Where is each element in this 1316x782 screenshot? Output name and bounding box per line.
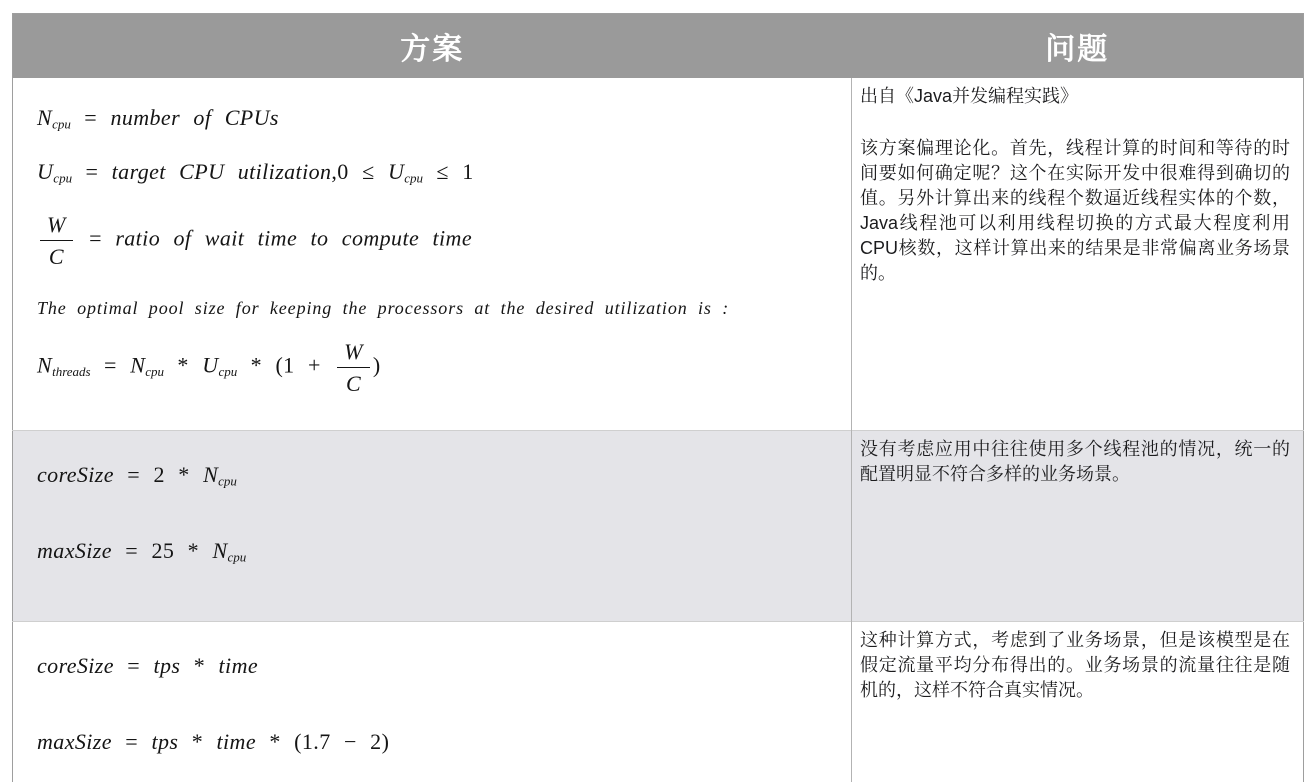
math-italic-text: U <box>387 158 405 184</box>
problem-cell <box>852 621 1304 782</box>
math-italic-text: coreSize <box>37 652 114 678</box>
formula-line <box>37 158 831 186</box>
problem-paragraph: 出自《Java并发编程实践》 <box>860 85 1079 106</box>
table-wrapper <box>12 13 1304 782</box>
subscript: threads <box>52 363 91 379</box>
table-row <box>13 78 1304 431</box>
formula-line <box>37 339 831 396</box>
subscript: cpu <box>145 363 165 379</box>
formula-line <box>37 652 831 680</box>
formula-line <box>37 104 831 132</box>
fraction <box>40 212 73 269</box>
math-roman-text: = <box>90 352 131 378</box>
math-italic-text: target CPU utilization <box>111 158 332 184</box>
subscript: cpu <box>218 473 237 489</box>
math-italic-text: number of CPUs <box>110 104 279 130</box>
comparison-table <box>12 13 1304 782</box>
formula-line <box>37 728 831 756</box>
table-body <box>13 78 1304 782</box>
math-roman-text: = 2 * <box>113 461 204 487</box>
problem-paragraph: 这种计算方式，考虑到了业务场景，但是该模型是在假定流量平均分布得出的。业务场景的流量往往是随机的，这样不符合真实情况。 <box>860 629 1290 700</box>
math-roman-text: * <box>178 728 217 754</box>
fraction-numerator: W <box>337 339 370 368</box>
math-italic-text: tps <box>151 728 179 754</box>
problem-paragraph: 该方案偏理论化。首先，线程计算的时间和等待的时间要如何确定呢？这个在实际开发中很难得到确切的值。另外计算出来的线程个数逼近线程实体的个数，Java线程池可以利用线程切换的方式最大程度利用CPU核数，这样计算出来的结果是非常偏离业务场景的。 <box>860 137 1290 283</box>
math-italic-text: ratio of wait time to compute time <box>115 225 472 251</box>
subscript: cpu <box>53 170 73 186</box>
fraction-denominator: C <box>48 243 64 269</box>
table-row <box>13 430 1304 621</box>
math-italic-text: N <box>130 352 146 378</box>
scheme-cell <box>13 430 852 621</box>
math-italic-text: tps <box>153 652 181 678</box>
fraction-numerator: W <box>40 212 73 241</box>
table-row <box>13 621 1304 782</box>
problem-cell <box>852 430 1304 621</box>
math-italic-text: coreSize <box>37 461 114 487</box>
scheme-cell <box>13 621 852 782</box>
math-roman-text: = <box>75 225 116 251</box>
math-roman-text: = <box>111 728 152 754</box>
formula-line <box>37 537 831 565</box>
math-italic-text: maxSize <box>37 728 112 754</box>
math-roman-text: ) <box>372 352 381 378</box>
math-italic-text: N <box>37 352 53 378</box>
header-cell-scheme: 方案 <box>13 14 852 78</box>
math-roman-text: * <box>164 352 203 378</box>
math-roman-text: * (1 + <box>237 352 335 378</box>
table-header <box>13 14 1304 78</box>
scheme-cell <box>13 78 852 431</box>
math-roman-text: ,0 ≤ <box>331 158 388 184</box>
math-roman-text: = <box>70 104 111 130</box>
math-roman-text: = <box>72 158 112 184</box>
math-roman-text: * (1.7 − 2) <box>256 728 390 754</box>
formula-line <box>37 212 831 269</box>
header-cell-problem: 问题 <box>852 14 1304 78</box>
math-italic-text: N <box>212 537 228 563</box>
math-italic-text: N <box>203 461 219 487</box>
math-roman-text: * <box>180 652 219 678</box>
subscript: cpu <box>52 116 71 132</box>
header-row <box>13 14 1304 78</box>
math-italic-text: time <box>218 652 259 678</box>
fraction-denominator: C <box>345 370 362 396</box>
problem-paragraph: 没有考虑应用中往往使用多个线程池的情况，统一的配置明显不符合多样的业务场景。 <box>860 438 1290 484</box>
fraction <box>337 339 370 396</box>
formula-line <box>37 461 831 489</box>
math-italic-text: U <box>37 158 54 184</box>
subscript: cpu <box>227 549 247 565</box>
math-italic-text: U <box>202 352 219 378</box>
formula-note: The optimal pool size for keeping the processors at the desired utilization is : <box>37 297 730 318</box>
math-italic-text: N <box>37 104 53 130</box>
math-roman-text: ≤ 1 <box>423 158 474 184</box>
math-roman-text: = 25 * <box>111 537 213 563</box>
problem-cell <box>852 78 1304 431</box>
math-italic-text: maxSize <box>37 537 112 563</box>
subscript: cpu <box>404 170 424 186</box>
math-italic-text: time <box>216 728 257 754</box>
math-roman-text: = <box>113 652 154 678</box>
subscript: cpu <box>218 363 238 379</box>
